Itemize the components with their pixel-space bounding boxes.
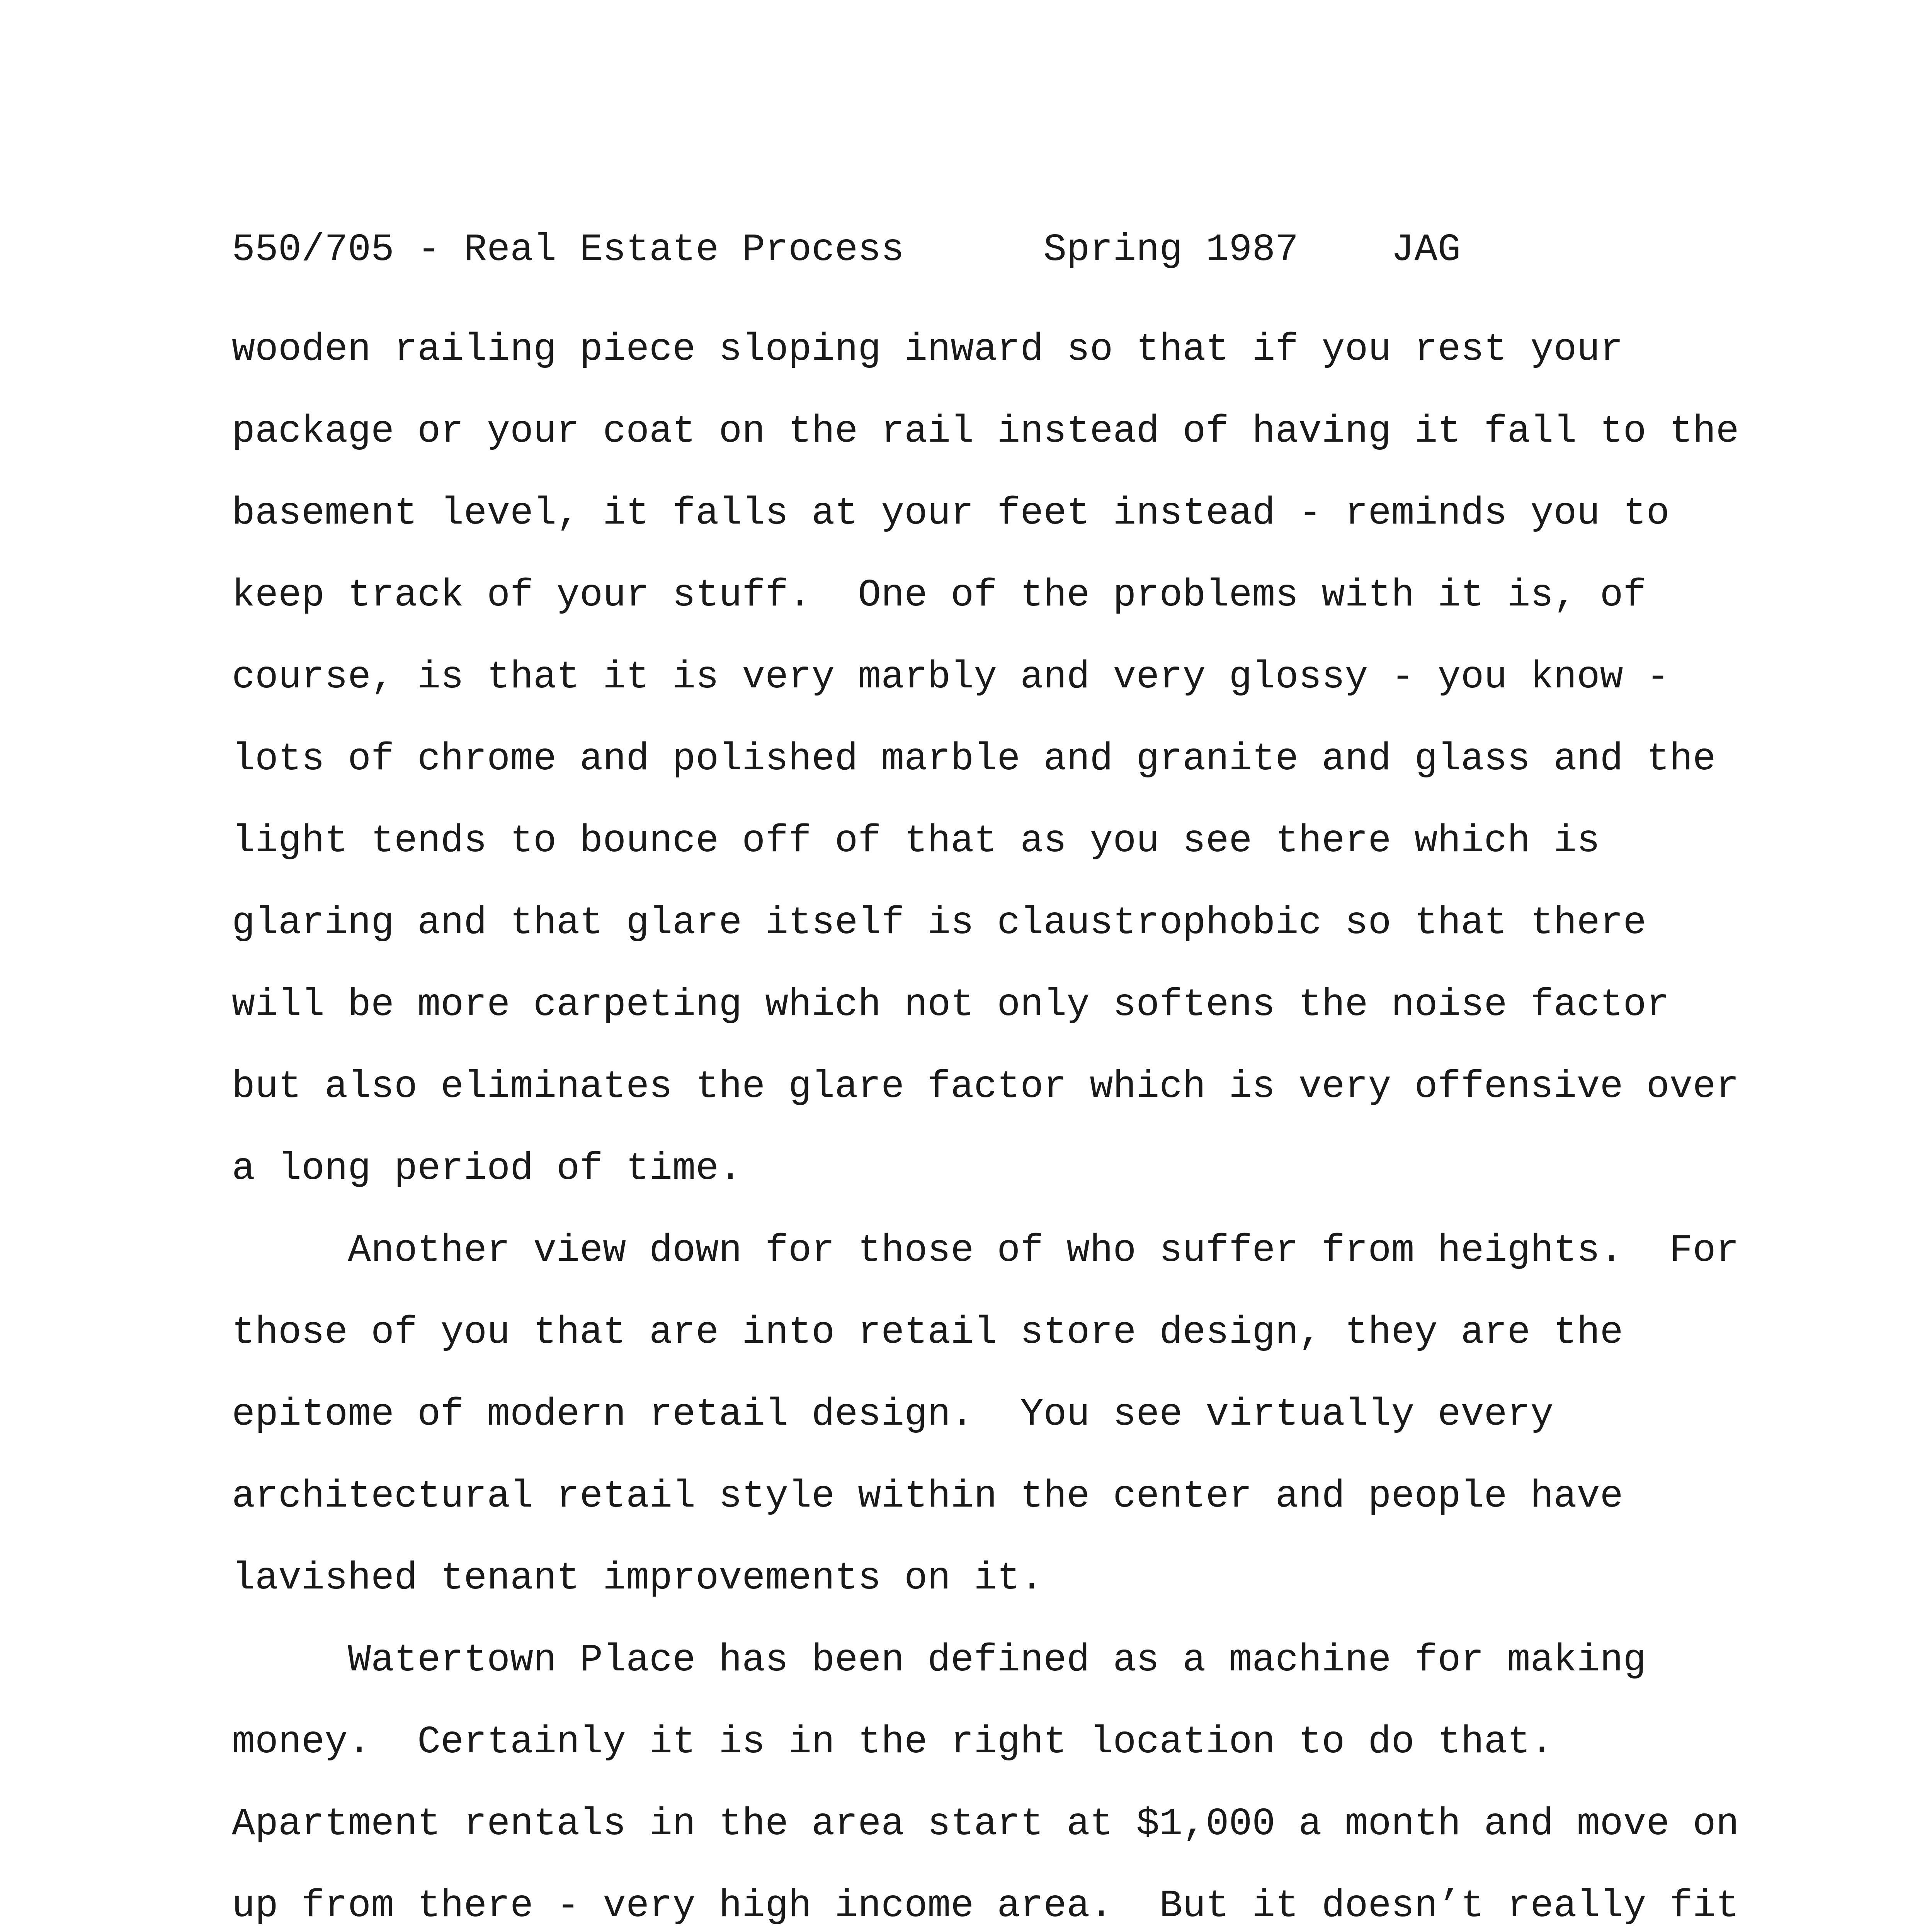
text-line: will be more carpeting which not only softens the noise factor — [232, 983, 1670, 1027]
text-line: money. Certainly it is in the right location to do that. — [232, 1721, 1554, 1764]
text-line: glaring and that glare itself is claustrophobic so that there — [232, 901, 1646, 945]
text-line: up from there - very high income area. But it doesn’t really fit — [232, 1884, 1739, 1928]
course-title: 550/705 - Real Estate Process — [232, 228, 905, 272]
paragraph-first-line: Another view down for those of who suffer from heights. For — [348, 1229, 1739, 1273]
text-line: architectural retail style within the center and people have — [232, 1475, 1623, 1519]
text-line: course, is that it is very marbly and very glossy - you know - — [232, 656, 1670, 699]
text-line: basement level, it falls at your feet instead - reminds you to — [232, 492, 1670, 536]
text-line: keep track of your stuff. One of the problems with it is, of — [232, 574, 1646, 617]
text-line: light tends to bounce off of that as you see there which is — [232, 820, 1600, 863]
text-line: epitome of modern retail design. You see virtually every — [232, 1393, 1554, 1437]
page-header — [232, 227, 1461, 274]
term-label: Spring 1987 — [1043, 228, 1299, 272]
text-line: but also eliminates the glare factor which is very offensive over — [232, 1065, 1739, 1109]
text-line: Apartment rentals in the area start at $1,000 a month and move on — [232, 1803, 1739, 1846]
author-initials: JAG — [1391, 228, 1461, 272]
text-line: lots of chrome and polished marble and granite and glass and the — [232, 738, 1716, 781]
paragraph-first-line: Watertown Place has been defined as a machine for making — [348, 1639, 1646, 1682]
text-line: package or your coat on the rail instead of having it fall to the — [232, 410, 1739, 454]
text-line: wooden railing piece sloping inward so that if you rest your — [232, 328, 1623, 372]
text-line: those of you that are into retail store design, they are the — [232, 1311, 1623, 1355]
text-line: a long period of time. — [232, 1147, 742, 1191]
text-line: lavished tenant improvements on it. — [232, 1557, 1044, 1600]
body-text — [232, 309, 1743, 1932]
